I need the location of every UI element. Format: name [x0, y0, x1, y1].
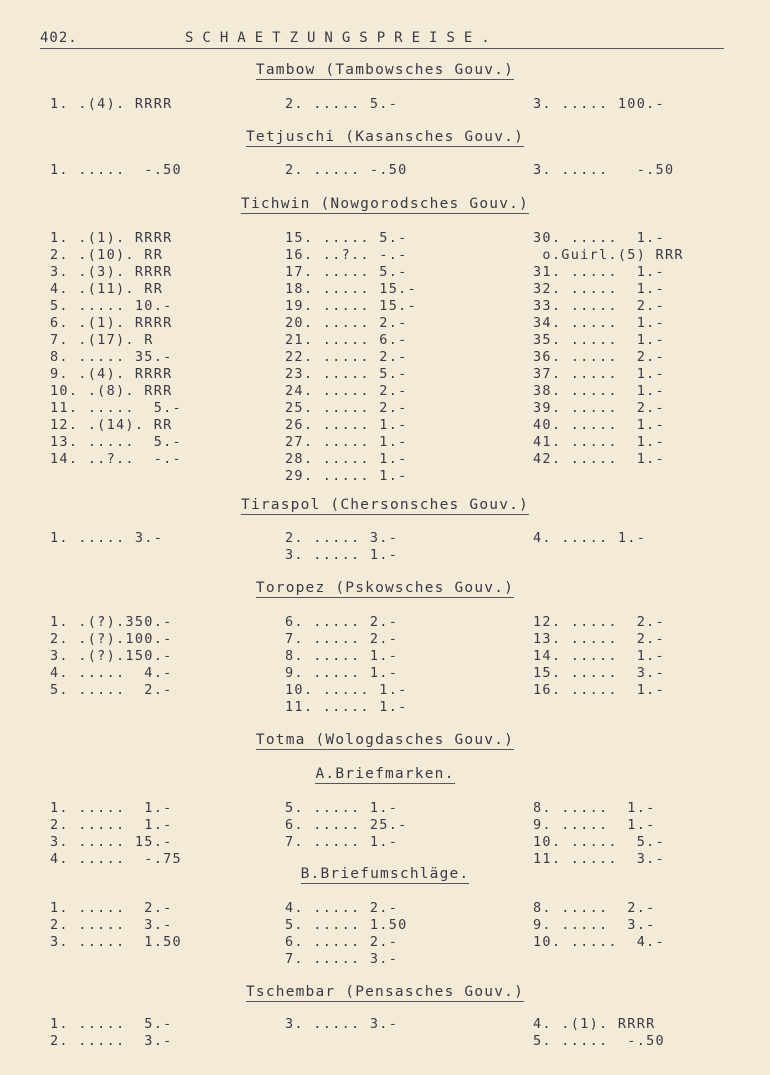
price-entry: 5. ..... 1.50 [285, 917, 408, 933]
price-entry: 10. ..... 5.- [533, 834, 665, 850]
price-entry: 13. ..... 2.- [533, 631, 665, 647]
price-entry: 15. ..... 3.- [533, 665, 665, 681]
price-entry: 16. ..?.. -.- [285, 247, 408, 263]
section-7-column-2 [285, 1016, 398, 1033]
price-entry: 11. ..... 1.- [285, 699, 408, 715]
price-entry: 30. ..... 1.- [533, 230, 665, 246]
price-entry: 6. ..... 25.- [285, 817, 408, 833]
section-6-subsection-2-title: B.Briefumschläge. [300, 866, 470, 882]
section-3-column-3 [533, 230, 684, 468]
price-entry: 17. ..... 5.- [285, 264, 408, 280]
price-entry: 34. ..... 1.- [533, 315, 665, 331]
price-entry: 3. .(?).150.- [50, 648, 173, 664]
price-entry: 36. ..... 2.- [533, 349, 665, 365]
price-entry: o.Guirl.(5) RRR [533, 247, 684, 263]
page-header [40, 30, 724, 49]
price-entry: 31. ..... 1.- [533, 264, 665, 280]
price-entry: 7. ..... 1.- [285, 834, 399, 850]
price-entry: 28. ..... 1.- [285, 451, 408, 467]
price-entry: 11. ..... 3.- [533, 851, 665, 867]
price-entry: 3. ..... 1.- [285, 547, 399, 563]
price-entry: 2. ..... 3.- [285, 530, 399, 546]
price-entry: 6. ..... 2.- [285, 934, 399, 950]
price-entry: 4. ..... 1.- [533, 530, 647, 546]
price-entry: 4. .(1). RRRR [533, 1016, 656, 1032]
price-entry: 1. .(?).350.- [50, 614, 173, 630]
price-entry: 5. ..... -.50 [533, 1033, 665, 1049]
price-entry: 18. ..... 15.- [285, 281, 417, 297]
price-entry: 9. ..... 1.- [285, 665, 399, 681]
price-entry: 1. ..... 1.- [50, 800, 173, 816]
price-entry: 4. .(11). RR [50, 281, 164, 297]
section-1-column-2 [285, 96, 398, 113]
price-entry: 33. ..... 2.- [533, 298, 665, 314]
price-entry: 1. .(1). RRRR [50, 230, 173, 246]
price-entry: 5. ..... 2.- [50, 682, 173, 698]
price-entry: 9. .(4). RRRR [50, 366, 173, 382]
section-7-column-3 [533, 1016, 665, 1050]
price-entry: 41. ..... 1.- [533, 434, 665, 450]
price-entry: 23. ..... 5.- [285, 366, 408, 382]
price-entry: 2. .(?).100.- [50, 631, 173, 647]
price-entry: 7. .(17). R [50, 332, 154, 348]
price-entry: 6. ..... 2.- [285, 614, 399, 630]
price-entry: 3. ..... 1.50 [50, 934, 182, 950]
section-6-sub-1-column-2 [285, 800, 408, 851]
price-entry: 1. ..... 3.- [50, 530, 164, 546]
price-entry: 19. ..... 15.- [285, 298, 417, 314]
section-7-column-1 [50, 1016, 173, 1050]
section-2-column-3 [533, 162, 674, 179]
price-entry: 1. ..... 5.- [50, 1016, 173, 1032]
price-entry: 4. ..... 2.- [285, 900, 399, 916]
price-entry: 35. ..... 1.- [533, 332, 665, 348]
price-entry: 37. ..... 1.- [533, 366, 665, 382]
price-entry: 29. ..... 1.- [285, 468, 408, 484]
price-entry: 11. ..... 5.- [50, 400, 182, 416]
page-title: SCHAETZUNGSPREISE. [185, 30, 499, 46]
section-3-column-1 [50, 230, 182, 468]
price-entry: 5. ..... 10.- [50, 298, 173, 314]
price-entry: 10. ..... 1.- [285, 682, 408, 698]
price-entry: 10. .(8). RRR [50, 383, 173, 399]
price-entry: 21. ..... 6.- [285, 332, 408, 348]
price-entry: 14. ..... 1.- [533, 648, 665, 664]
section-6-sub-2-column-3 [533, 900, 665, 951]
section-3-title: Tichwin (Nowgorodsches Gouv.) [241, 196, 529, 212]
price-entry: 3. .(3). RRRR [50, 264, 173, 280]
section-5-title: Toropez (Pskowsches Gouv.) [255, 580, 515, 596]
price-entry: 8. ..... 1.- [533, 800, 656, 816]
price-entry: 9. ..... 1.- [533, 817, 656, 833]
section-1-column-1 [50, 96, 173, 113]
price-entry: 1. .(4). RRRR [50, 96, 173, 112]
price-entry: 15. ..... 5.- [285, 230, 408, 246]
price-entry: 20. ..... 2.- [285, 315, 408, 331]
price-entry: 12. ..... 2.- [533, 614, 665, 630]
price-entry: 3. ..... 100.- [533, 96, 665, 112]
price-entry: 3. ..... 15.- [50, 834, 173, 850]
section-6-sub-1-column-1 [50, 800, 182, 868]
price-entry: 3. ..... -.50 [533, 162, 675, 178]
section-3-column-2 [285, 230, 417, 485]
section-4-column-2 [285, 530, 398, 564]
price-entry: 8. ..... 2.- [533, 900, 656, 916]
price-entry: 2. .(10). RR [50, 247, 164, 263]
price-entry: 6. .(1). RRRR [50, 315, 173, 331]
price-entry: 9. ..... 3.- [533, 917, 656, 933]
price-entry: 8. ..... 35.- [50, 349, 173, 365]
section-4-column-1 [50, 530, 163, 547]
price-entry: 32. ..... 1.- [533, 281, 665, 297]
section-6-title: Totma (Wologdasches Gouv.) [255, 732, 515, 748]
section-7-title: Tschembar (Pensasches Gouv.) [245, 984, 525, 1000]
section-2-column-2 [285, 162, 408, 179]
price-entry: 7. ..... 2.- [285, 631, 399, 647]
section-6-sub-1-column-3 [533, 800, 665, 868]
price-entry: 16. ..... 1.- [533, 682, 665, 698]
price-entry: 39. ..... 2.- [533, 400, 665, 416]
price-entry: 2. ..... 3.- [50, 1033, 173, 1049]
price-entry: 2. ..... 1.- [50, 817, 173, 833]
section-1-column-3 [533, 96, 665, 113]
section-2-column-1 [50, 162, 182, 179]
price-entry: 10. ..... 4.- [533, 934, 665, 950]
price-entry: 38. ..... 1.- [533, 383, 665, 399]
price-entry: 2. ..... -.50 [285, 162, 408, 178]
section-2-title: Tetjuschi (Kasansches Gouv.) [245, 129, 525, 145]
price-entry: 3. ..... 3.- [285, 1016, 399, 1032]
section-6-subsection-1-title: A.Briefmarken. [315, 766, 455, 782]
price-entry: 40. ..... 1.- [533, 417, 665, 433]
section-4-title: Tiraspol (Chersonsches Gouv.) [241, 497, 529, 513]
page-number: 402. [40, 30, 78, 46]
section-5-column-2 [285, 614, 408, 716]
section-5-column-1 [50, 614, 173, 699]
section-5-column-3 [533, 614, 665, 699]
section-6-sub-2-column-1 [50, 900, 182, 951]
section-6-sub-2-column-2 [285, 900, 408, 968]
price-entry: 8. ..... 1.- [285, 648, 399, 664]
price-entry: 26. ..... 1.- [285, 417, 408, 433]
price-entry: 5. ..... 1.- [285, 800, 399, 816]
price-entry: 2. ..... 3.- [50, 917, 173, 933]
price-entry: 42. ..... 1.- [533, 451, 665, 467]
price-entry: 1. ..... 2.- [50, 900, 173, 916]
price-entry: 25. ..... 2.- [285, 400, 408, 416]
price-entry: 13. ..... 5.- [50, 434, 182, 450]
price-entry: 22. ..... 2.- [285, 349, 408, 365]
price-entry: 7. ..... 3.- [285, 951, 399, 967]
price-entry: 12. .(14). RR [50, 417, 173, 433]
price-entry: 4. ..... 4.- [50, 665, 173, 681]
price-entry: 1. ..... -.50 [50, 162, 182, 178]
section-4-column-3 [533, 530, 646, 547]
price-entry: 14. ..?.. -.- [50, 451, 182, 467]
price-entry: 24. ..... 2.- [285, 383, 408, 399]
price-entry: 4. ..... -.75 [50, 851, 182, 867]
price-entry: 27. ..... 1.- [285, 434, 408, 450]
price-entry: 2. ..... 5.- [285, 96, 399, 112]
section-1-title: Tambow (Tambowsches Gouv.) [255, 62, 515, 78]
